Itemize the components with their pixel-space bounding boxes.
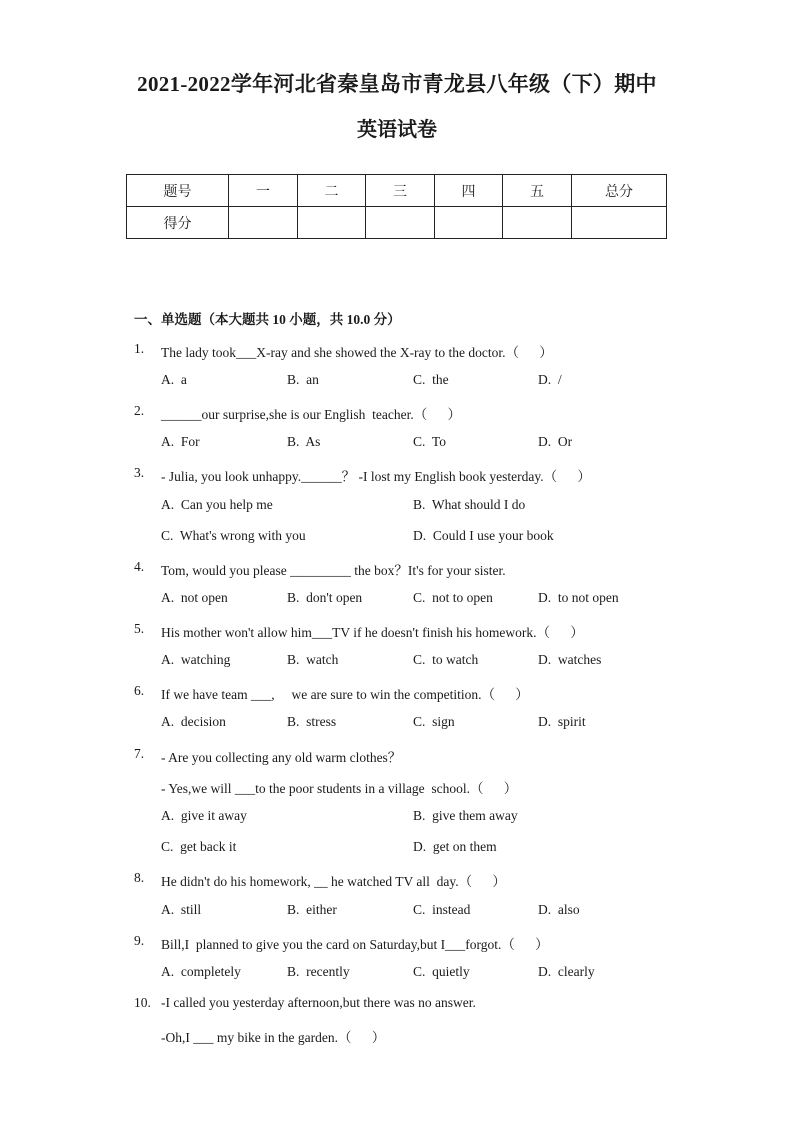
score-row-label: 得分 <box>127 207 229 239</box>
question-stem: Tom, would you please _________ the box？It's for your sister. <box>161 563 506 578</box>
question-stem: The lady took___X-ray and she showed the X-ray to the doctor.（ ） <box>161 345 553 360</box>
option-c[interactable]: C. get back it <box>161 839 237 854</box>
question-number: 5. <box>134 621 145 636</box>
question-4 <box>0 559 794 581</box>
option-d[interactable]: D. Or <box>538 434 573 449</box>
question-number: 3. <box>134 465 145 480</box>
score-table <box>126 174 667 239</box>
score-table-row <box>127 207 667 239</box>
option-c[interactable]: C. What's wrong with you <box>161 528 306 543</box>
question-number: 6. <box>134 683 145 698</box>
score-cell[interactable] <box>298 207 366 239</box>
question-stem: Bill,I planned to give you the card on Saturday,but I___forgot.（ ） <box>161 937 549 952</box>
question-8 <box>0 870 794 892</box>
question-stem: ______our surprise,she is our English teacher.（ ） <box>161 407 461 422</box>
option-d[interactable]: D. Could I use your book <box>413 528 554 543</box>
question-stem: -I called you yesterday afternoon,but there was no answer. <box>161 995 476 1010</box>
option-b[interactable]: B. an <box>287 372 319 387</box>
option-c[interactable]: C. quietly <box>413 964 470 979</box>
option-c[interactable]: C. to watch <box>413 652 479 667</box>
score-cell[interactable] <box>572 207 667 239</box>
section-heading: 一、单选题（本大题共 10 小题，共 10.0 分） <box>134 312 401 327</box>
option-b[interactable]: B. recently <box>287 964 350 979</box>
question-2 <box>0 403 794 425</box>
question-stem: - Are you collecting any old warm clothes？ <box>161 750 402 765</box>
option-a[interactable]: A. For <box>161 434 200 449</box>
option-d[interactable]: D. clearly <box>538 964 595 979</box>
option-a[interactable]: A. Can you help me <box>161 497 273 512</box>
option-b[interactable]: B. stress <box>287 714 337 729</box>
option-a[interactable]: A. still <box>161 902 202 917</box>
question-7-line2 <box>0 777 794 799</box>
option-c[interactable]: C. To <box>413 434 446 449</box>
question-7 <box>0 746 794 768</box>
score-header-cell: 二 <box>298 175 366 207</box>
question-10-line2 <box>0 1026 794 1048</box>
question-number: 2. <box>134 403 145 418</box>
score-header-cell: 五 <box>503 175 572 207</box>
question-6 <box>0 683 794 705</box>
option-d[interactable]: D. get on them <box>413 839 497 854</box>
question-stem-line2: -Oh,I ___ my bike in the garden.（ ） <box>161 1030 386 1045</box>
question-number: 7. <box>134 746 145 761</box>
option-d[interactable]: D. / <box>538 372 562 387</box>
question-9 <box>0 933 794 955</box>
option-a[interactable]: A. decision <box>161 714 226 729</box>
question-5 <box>0 621 794 643</box>
question-number: 9. <box>134 933 145 948</box>
option-c[interactable]: C. the <box>413 372 449 387</box>
option-a[interactable]: A. a <box>161 372 187 387</box>
question-number: 10. <box>134 995 151 1010</box>
option-b[interactable]: B. give them away <box>413 808 518 823</box>
score-header-cell: 三 <box>366 175 435 207</box>
option-b[interactable]: B. watch <box>287 652 339 667</box>
question-stem: - Julia, you look unhappy.______？ -I lost my English book yesterday.（ ） <box>161 469 591 484</box>
question-stem: His mother won't allow him___TV if he doesn't finish his homework.（ ） <box>161 625 584 640</box>
option-b[interactable]: B. What should I do <box>413 497 526 512</box>
score-table-header-row <box>127 175 667 207</box>
option-d[interactable]: D. spirit <box>538 714 586 729</box>
score-header-cell: 题号 <box>127 175 229 207</box>
score-header-cell: 四 <box>435 175 503 207</box>
page-subtitle: 英语试卷 <box>357 119 437 141</box>
score-cell[interactable] <box>435 207 503 239</box>
score-header-cell: 总分 <box>572 175 667 207</box>
question-3 <box>0 465 794 487</box>
option-b[interactable]: B. either <box>287 902 337 917</box>
option-b[interactable]: B. As <box>287 434 321 449</box>
score-cell[interactable] <box>503 207 572 239</box>
option-a[interactable]: A. give it away <box>161 808 247 823</box>
score-header-cell: 一 <box>229 175 298 207</box>
option-c[interactable]: C. not to open <box>413 590 493 605</box>
option-a[interactable]: A. not open <box>161 590 228 605</box>
score-cell[interactable] <box>366 207 435 239</box>
question-stem: He didn't do his homework, __ he watched TV all day.（ ） <box>161 874 506 889</box>
question-number: 1. <box>134 341 145 356</box>
question-number: 4. <box>134 559 145 574</box>
question-1 <box>0 341 794 363</box>
option-a[interactable]: A. completely <box>161 964 241 979</box>
page-title: 2021-2022学年河北省秦皇岛市青龙县八年级（下）期中 <box>137 72 657 96</box>
option-a[interactable]: A. watching <box>161 652 231 667</box>
question-10 <box>0 995 794 1017</box>
question-stem-line2: - Yes,we will ___to the poor students in a village school.（ ） <box>161 781 518 796</box>
option-b[interactable]: B. don't open <box>287 590 363 605</box>
question-stem: If we have team ___, we are sure to win the competition.（ ） <box>161 687 529 702</box>
option-c[interactable]: C. sign <box>413 714 455 729</box>
option-d[interactable]: D. watches <box>538 652 602 667</box>
option-c[interactable]: C. instead <box>413 902 471 917</box>
question-number: 8. <box>134 870 145 885</box>
option-d[interactable]: D. also <box>538 902 580 917</box>
option-d[interactable]: D. to not open <box>538 590 619 605</box>
score-cell[interactable] <box>229 207 298 239</box>
